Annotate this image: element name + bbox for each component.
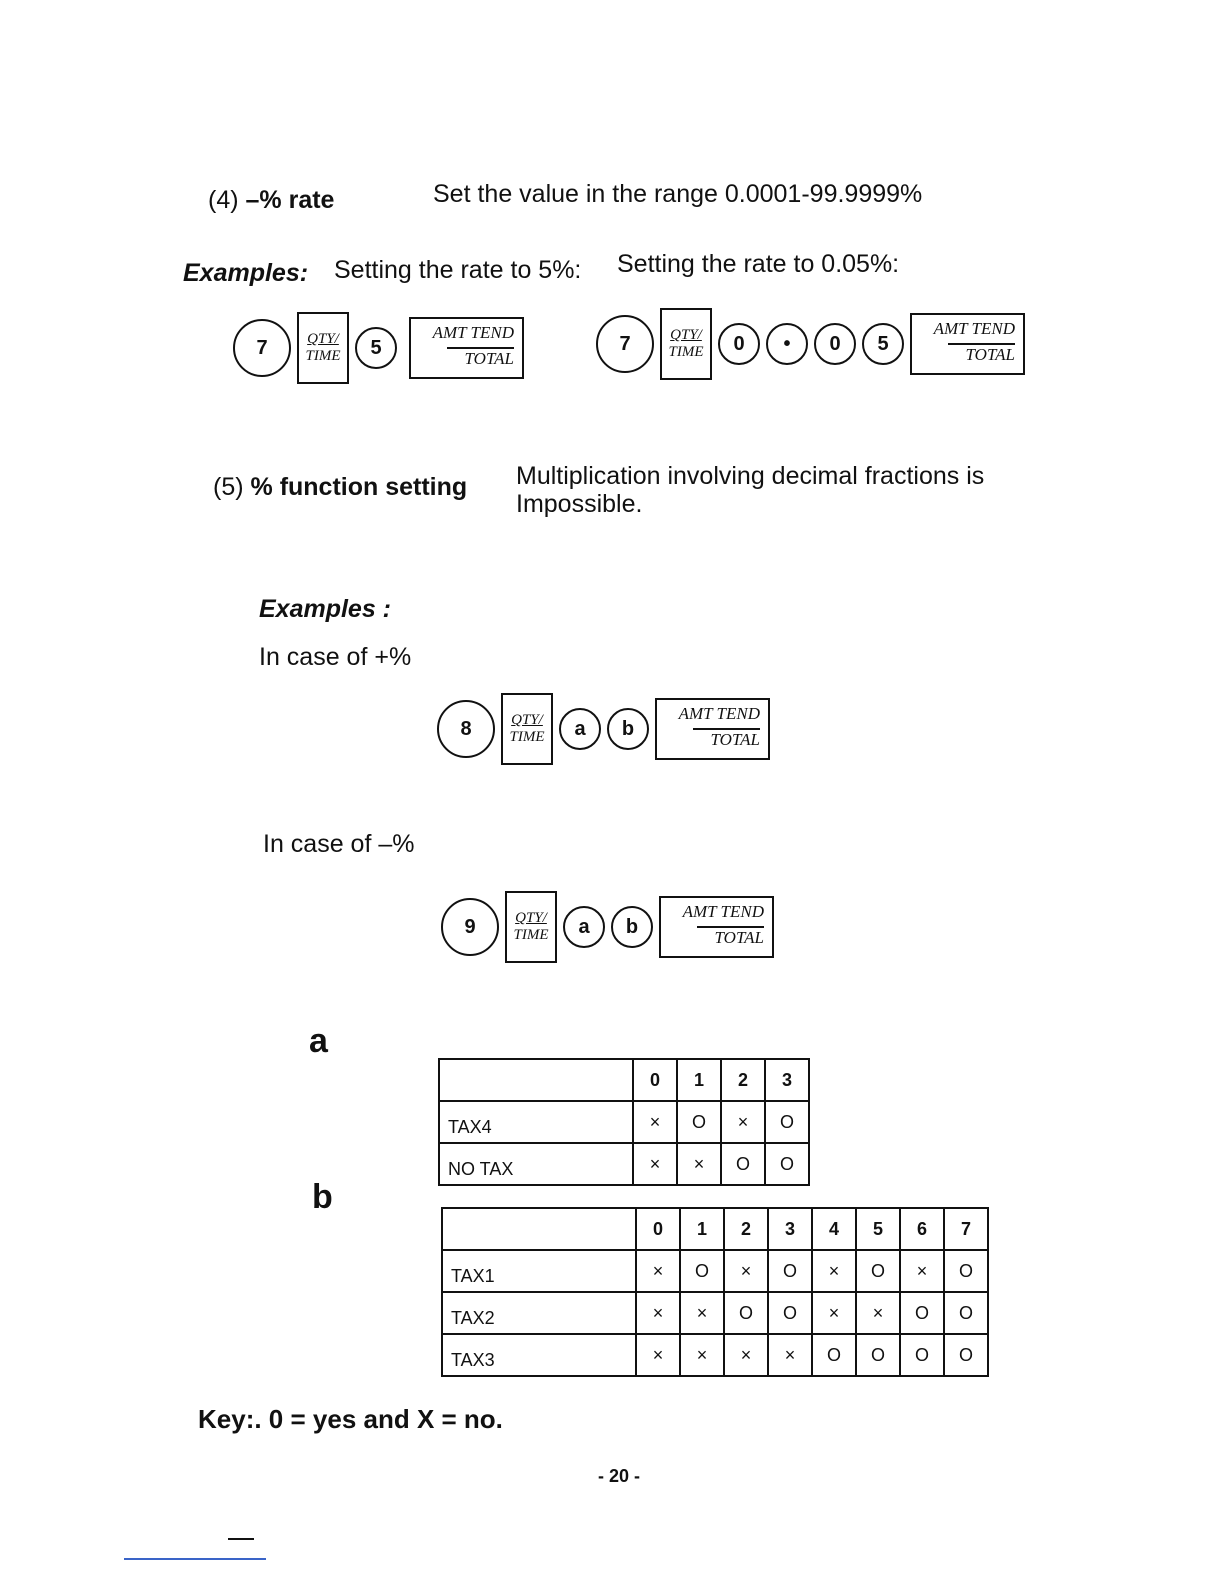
section4-number: (4) [208, 186, 239, 214]
key-amt-tend-label: AMT TEND [678, 704, 760, 723]
table-cell: × [636, 1250, 680, 1292]
section5-number: (5) [213, 473, 244, 501]
key-b: b [611, 906, 653, 948]
key-qty-label: QTY/ [670, 327, 702, 343]
table-cell: × [812, 1292, 856, 1334]
table-cell: O [944, 1250, 988, 1292]
table-row [442, 1292, 988, 1334]
key-total-label: TOTAL [697, 926, 764, 948]
table-a-header-cell: 1 [677, 1059, 721, 1101]
key-7: 7 [233, 319, 291, 377]
row-name: TAX2 [442, 1292, 636, 1334]
section5-description [516, 462, 984, 518]
key-b: b [607, 708, 649, 750]
page-number: - 20 - [598, 1466, 641, 1486]
section4-heading [208, 186, 334, 215]
key-decimal-point: • [766, 323, 808, 365]
section5-description-line1: Multiplication involving decimal fractions is [516, 462, 985, 490]
table-b-header-cell: 3 [768, 1208, 812, 1250]
table-cell: O [900, 1292, 944, 1334]
key-amt-tend-total [910, 313, 1025, 375]
table-cell: O [724, 1292, 768, 1334]
table-cell: O [856, 1334, 900, 1376]
key-amt-tend-label: AMT TEND [432, 323, 514, 342]
section5-examples-label: Examples : [259, 595, 392, 623]
key-8: 8 [437, 700, 495, 758]
section4-title: –% rate [245, 186, 335, 214]
table-cell: O [768, 1250, 812, 1292]
table-cell: × [721, 1101, 765, 1143]
key-5: 5 [355, 327, 397, 369]
section5-description-line2: Impossible. [516, 490, 643, 518]
key-total-label: TOTAL [693, 728, 760, 750]
key-0: 0 [718, 323, 760, 365]
table-cell: × [724, 1250, 768, 1292]
table-b-header-row [442, 1208, 988, 1250]
example1-caption: Setting the rate to 5%: [334, 256, 582, 284]
section5-heading [213, 473, 467, 502]
row-name: TAX1 [442, 1250, 636, 1292]
table-b [441, 1207, 989, 1377]
key-sequence-rate-0-05 [596, 308, 1025, 380]
key-note: Key:. 0 = yes and X = no. [198, 1404, 503, 1434]
table-cell: × [768, 1334, 812, 1376]
table-cell: O [900, 1334, 944, 1376]
table-cell: × [724, 1334, 768, 1376]
table-cell: × [636, 1292, 680, 1334]
key-amt-tend-total [659, 896, 774, 958]
table-b-header-cell: 5 [856, 1208, 900, 1250]
key-amt-tend-label: AMT TEND [682, 902, 764, 921]
table-cell: O [856, 1250, 900, 1292]
key-0: 0 [814, 323, 856, 365]
table-a-header-row [439, 1059, 809, 1101]
table-cell: O [680, 1250, 724, 1292]
key-qty-time [501, 693, 553, 765]
row-name: NO TAX [439, 1143, 633, 1185]
table-b-header-cell: 4 [812, 1208, 856, 1250]
key-time-label: TIME [668, 344, 704, 360]
table-cell: × [633, 1101, 677, 1143]
table-row [442, 1334, 988, 1376]
table-b-header-cell: 7 [944, 1208, 988, 1250]
section4-description: Set the value in the range 0.0001-99.9999% [433, 180, 923, 208]
table-row [442, 1250, 988, 1292]
row-name: TAX3 [442, 1334, 636, 1376]
table-a-header-cell: 2 [721, 1059, 765, 1101]
key-9: 9 [441, 898, 499, 956]
example2-caption: Setting the rate to 0.05%: [617, 250, 900, 278]
table-cell: × [680, 1334, 724, 1376]
table-cell: O [812, 1334, 856, 1376]
row-name: TAX4 [439, 1101, 633, 1143]
key-total-label: TOTAL [447, 347, 514, 369]
key-sequence-minus-percent [441, 891, 774, 963]
case-minus-label: In case of –% [263, 830, 415, 858]
table-b-header-cell: 1 [680, 1208, 724, 1250]
table-b-corner [442, 1208, 636, 1250]
key-amt-tend-total [409, 317, 524, 379]
key-qty-time [660, 308, 712, 380]
table-a [438, 1058, 810, 1186]
table-cell: O [944, 1334, 988, 1376]
key-a: a [559, 708, 601, 750]
table-cell: O [677, 1101, 721, 1143]
case-plus-label: In case of +% [259, 643, 412, 671]
table-cell: O [765, 1101, 809, 1143]
table-cell: O [721, 1143, 765, 1185]
table-b-header-cell: 2 [724, 1208, 768, 1250]
table-b-label: b [312, 1178, 333, 1216]
key-time-label: TIME [509, 729, 545, 745]
key-amt-tend-label: AMT TEND [933, 319, 1015, 338]
footer-link-underline [124, 1558, 266, 1560]
key-total-label: TOTAL [948, 343, 1015, 365]
scan-mark [228, 1538, 254, 1540]
key-qty-time [505, 891, 557, 963]
table-a-header-cell: 3 [765, 1059, 809, 1101]
table-b-header-cell: 6 [900, 1208, 944, 1250]
table-cell: × [633, 1143, 677, 1185]
section5-title: % function setting [250, 473, 468, 501]
table-cell: × [856, 1292, 900, 1334]
key-time-label: TIME [305, 348, 341, 364]
key-qty-label: QTY/ [515, 910, 547, 926]
key-time-label: TIME [513, 927, 549, 943]
table-row [439, 1101, 809, 1143]
table-a-label: a [309, 1022, 328, 1060]
table-cell: × [636, 1334, 680, 1376]
table-row [439, 1143, 809, 1185]
key-a: a [563, 906, 605, 948]
section4-examples-label: Examples: [183, 259, 309, 287]
table-cell: O [765, 1143, 809, 1185]
key-amt-tend-total [655, 698, 770, 760]
table-cell: × [812, 1250, 856, 1292]
table-a-corner [439, 1059, 633, 1101]
table-cell: × [900, 1250, 944, 1292]
table-b-header-cell: 0 [636, 1208, 680, 1250]
key-5: 5 [862, 323, 904, 365]
table-cell: × [677, 1143, 721, 1185]
key-7: 7 [596, 315, 654, 373]
table-cell: O [768, 1292, 812, 1334]
key-qty-time [297, 312, 349, 384]
key-sequence-plus-percent [437, 693, 770, 765]
key-qty-label: QTY/ [307, 331, 339, 347]
key-sequence-rate-5 [233, 312, 524, 384]
table-cell: O [944, 1292, 988, 1334]
table-cell: × [680, 1292, 724, 1334]
key-qty-label: QTY/ [511, 712, 543, 728]
table-a-header-cell: 0 [633, 1059, 677, 1101]
